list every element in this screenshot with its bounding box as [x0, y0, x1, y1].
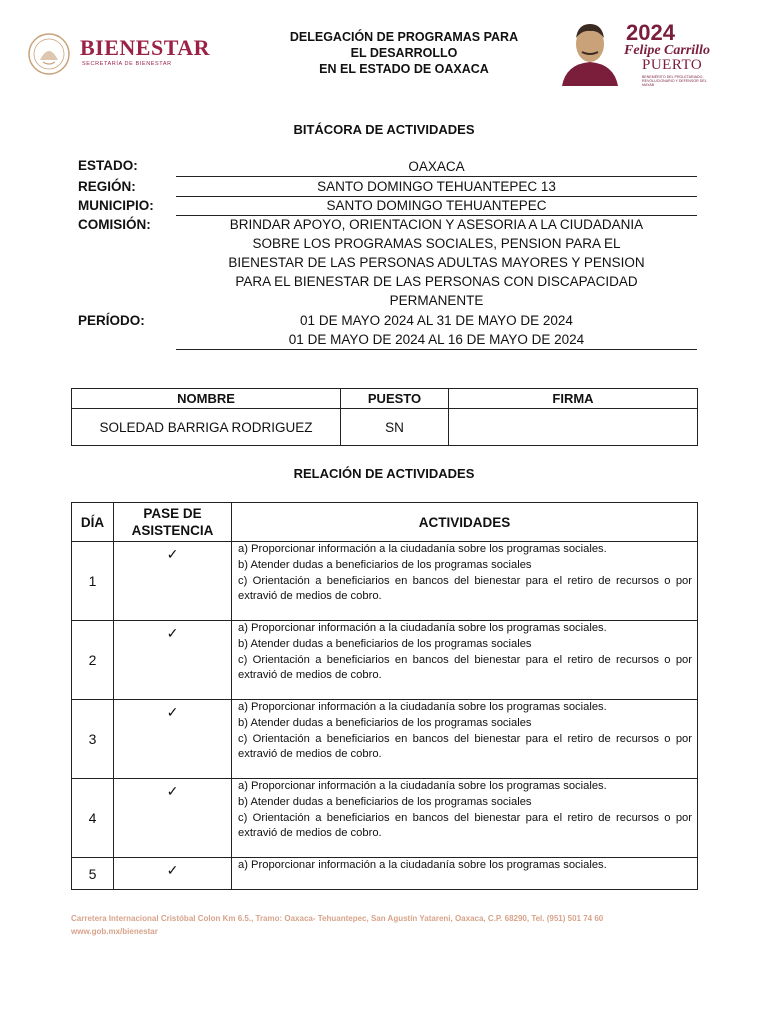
periodo-line: 01 DE MAYO DE 2024 AL 16 DE MAYO DE 2024: [288, 332, 585, 347]
activity-item: b) Atender dudas a beneficiarios de los programas sociales: [238, 795, 532, 808]
dia-cell: 1: [72, 542, 114, 621]
activity-item: b) Atender dudas a beneficiarios de los programas sociales: [238, 637, 532, 650]
activity-item: a) Proporcionar información a la ciudadanía sobre los programas sociales.: [238, 780, 607, 792]
felipe-carrillo-logo: [556, 18, 726, 88]
relacion-title: RELACIÓN DE ACTIVIDADES: [293, 466, 475, 481]
comision-line: PARA EL BIENESTAR DE LAS PERSONAS CON DISCAPACIDAD: [235, 274, 638, 289]
activity-item: a) Proporcionar información a la ciudadanía sobre los programas sociales.: [238, 859, 607, 871]
table-row: [72, 858, 698, 890]
check-icon: ✓: [114, 621, 232, 700]
estado-value: OAXACA: [176, 157, 697, 177]
activities-cell: [232, 700, 698, 779]
activity-item: c) Orientación a beneficiarios en bancos del bienestar para el retiro de recursos o por extravió de medios de cobro.: [238, 653, 692, 682]
activity-item: c) Orientación a beneficiarios en bancos del bienestar para el retiro de recursos o por extravió de medios de cobro.: [238, 732, 692, 761]
puesto-cell: SN: [341, 409, 449, 446]
activity-item: c) Orientación a beneficiarios en bancos del bienestar para el retiro de recursos o por extravió de medios de cobro.: [238, 811, 692, 840]
periodo-line: 01 DE MAYO 2024 AL 31 DE MAYO DE 2024: [300, 313, 573, 328]
col-dia: DÍA: [72, 503, 114, 542]
col-nombre: NOMBRE: [72, 389, 341, 409]
logo-name-line1: Felipe Carrillo: [624, 43, 710, 58]
activity-item: a) Proporcionar información a la ciudadanía sobre los programas sociales.: [238, 543, 607, 555]
region-label: REGIÓN:: [78, 179, 136, 194]
activities-cell: [232, 621, 698, 700]
dia-cell: 4: [72, 779, 114, 858]
dia-cell: 2: [72, 621, 114, 700]
logo-year: 2024: [626, 20, 675, 45]
activity-item: b) Atender dudas a beneficiarios de los programas sociales: [238, 558, 532, 571]
table-row: [72, 621, 698, 700]
region-value: SANTO DOMINGO TEHUANTEPEC 13: [176, 177, 697, 197]
table-row: [72, 409, 698, 446]
check-icon: ✓: [114, 858, 232, 890]
activities-header-row: [72, 503, 698, 542]
brand-name: BIENESTAR: [80, 35, 211, 60]
logo-tagline: BENEMÉRITO DEL PROLETARIADO, REVOLUCIONARIO Y DEFENSOR DEL MAYAB: [642, 75, 707, 87]
check-icon: ✓: [114, 542, 232, 621]
mexico-seal-icon: [26, 32, 72, 76]
table-row: [72, 779, 698, 858]
comision-label: COMISIÓN:: [78, 217, 151, 232]
check-icon: ✓: [114, 700, 232, 779]
header-delegacion: [274, 29, 534, 77]
activities-cell: [232, 542, 698, 621]
header-line-2: EL DESARROLLO: [350, 46, 458, 60]
comision-line: PERMANENTE: [389, 293, 484, 308]
comision-line: SOBRE LOS PROGRAMAS SOCIALES, PENSION PARA EL: [252, 236, 621, 251]
activity-item: c) Orientación a beneficiarios en bancos del bienestar para el retiro de recursos o por extravió de medios de cobro.: [238, 574, 692, 603]
activities-cell: [232, 858, 698, 890]
periodo-label: PERÍODO:: [78, 313, 145, 328]
brand-subtitle: SECRETARÍA DE BIENESTAR: [82, 61, 172, 67]
activity-item: a) Proporcionar información a la ciudadanía sobre los programas sociales.: [238, 701, 607, 713]
comision-line: BIENESTAR DE LAS PERSONAS ADULTAS MAYORES Y PENSION: [228, 255, 645, 270]
table-row: [72, 700, 698, 779]
portrait-icon: [558, 18, 622, 86]
periodo-value: [176, 311, 697, 350]
dia-cell: 5: [72, 858, 114, 890]
header-line-1: DELEGACIÓN DE PROGRAMAS PARA: [289, 30, 519, 44]
logo-name-line2: PUERTO: [642, 57, 703, 73]
col-firma: FIRMA: [449, 389, 698, 409]
table-row: [72, 542, 698, 621]
activity-item: a) Proporcionar información a la ciudadanía sobre los programas sociales.: [238, 622, 607, 634]
bienestar-logo: [26, 32, 258, 76]
activities-cell: [232, 779, 698, 858]
col-pase-asistencia: PASE DE ASISTENCIA: [114, 503, 232, 542]
nombre-cell: SOLEDAD BARRIGA RODRIGUEZ: [72, 409, 341, 446]
personal-table: [71, 388, 698, 446]
dia-cell: 3: [72, 700, 114, 779]
municipio-label: MUNICIPIO:: [78, 198, 154, 213]
page-title: BITÁCORA DE ACTIVIDADES: [293, 122, 475, 137]
firma-cell[interactable]: [449, 409, 698, 446]
col-actividades: ACTIVIDADES: [232, 503, 698, 542]
footer-address: Carretera Internacional Cristóbal Colon Km 6.5., Tramo: Oaxaca- Tehuantepec, San Agustín Yatareni, Oaxaca, C.P. 68290, Tel. (951) 501 74 60: [71, 914, 604, 923]
check-icon: ✓: [114, 779, 232, 858]
footer-web-link[interactable]: www.gob.mx/bienestar: [71, 927, 158, 936]
municipio-value: SANTO DOMINGO TEHUANTEPEC: [176, 196, 697, 216]
activity-item: b) Atender dudas a beneficiarios de los programas sociales: [238, 716, 532, 729]
activities-table: [71, 502, 698, 890]
col-puesto: PUESTO: [341, 389, 449, 409]
comision-line: BRINDAR APOYO, ORIENTACION Y ASESORIA A LA CIUDADANIA: [229, 217, 644, 232]
estado-label: ESTADO:: [78, 158, 138, 173]
comision-value: [176, 215, 697, 310]
personal-header-row: [72, 389, 698, 409]
header-line-3: EN EL ESTADO DE OAXACA: [319, 62, 489, 76]
